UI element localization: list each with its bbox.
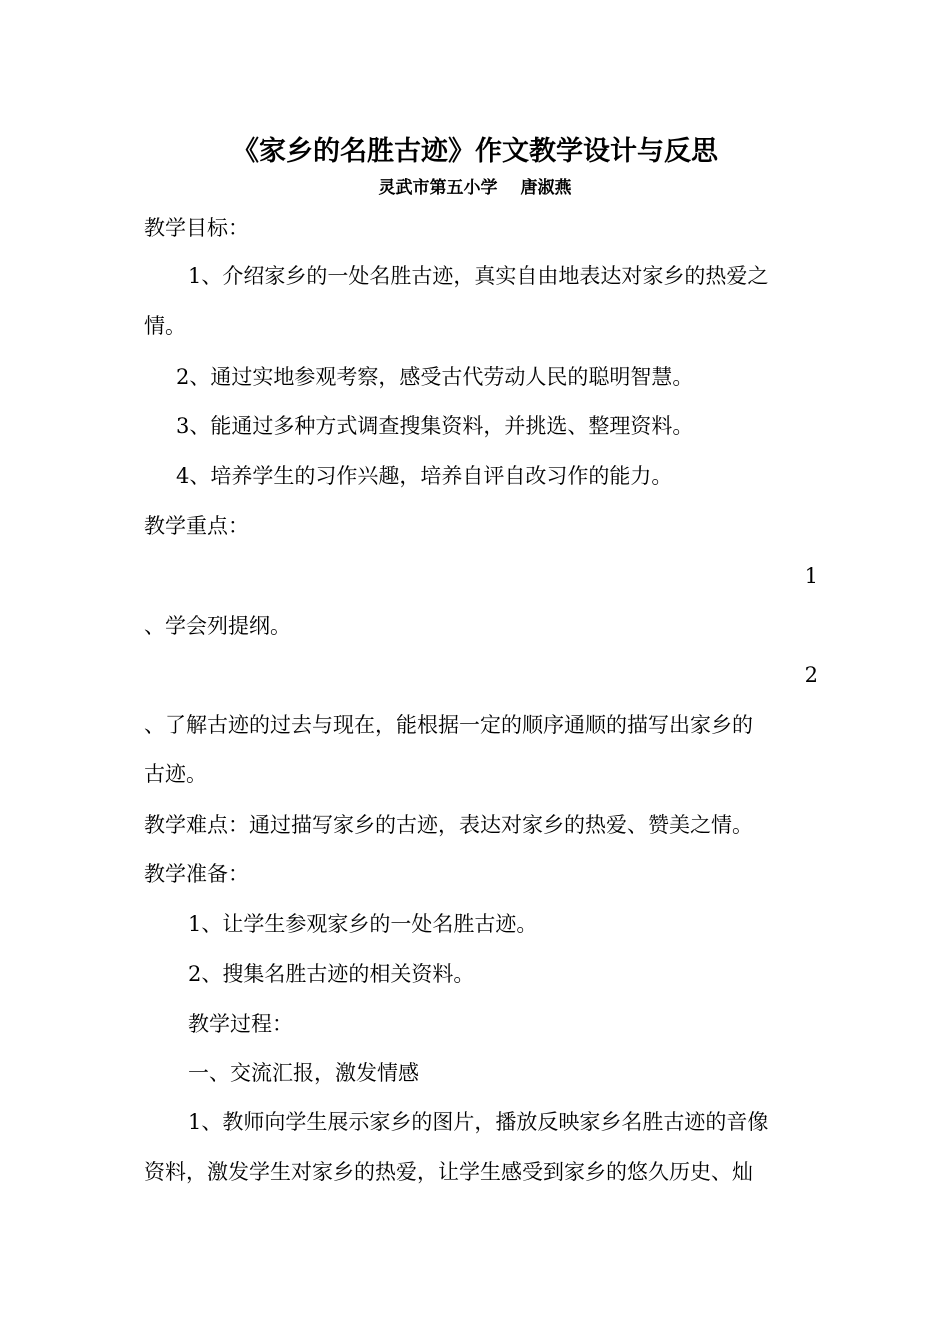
- difficulty-line: 教学难点：通过描写家乡的古迹，表达对家乡的热爱、赞美之情。: [144, 813, 753, 837]
- goal-item-3: 3、能通过多种方式调查搜集资料，并挑选、整理资料。: [176, 414, 694, 438]
- document-title: 《家乡的名胜古迹》作文教学设计与反思: [232, 136, 718, 167]
- process-step-1: 1、教师向学生展示家乡的图片，播放反映家乡名胜古迹的音像: [188, 1110, 769, 1134]
- preparation-item-1: 1、让学生参观家乡的一处名胜古迹。: [188, 912, 538, 936]
- key-point-1-text: 、学会列提纲。: [144, 614, 291, 638]
- preparation-item-2: 2、搜集名胜古迹的相关资料。: [188, 962, 475, 986]
- key-point-2-number: 2: [804, 663, 818, 687]
- key-point-2-text: 、了解古迹的过去与现在，能根据一定的顺序通顺的描写出家乡的: [144, 713, 753, 737]
- goal-item-2: 2、通过实地参观考察，感受古代劳动人民的聪明智慧。: [176, 365, 694, 389]
- key-point-1-number: 1: [804, 564, 818, 588]
- preparation-heading: 教学准备：: [144, 862, 249, 886]
- section-heading-1: 一、交流汇报，激发情感: [188, 1061, 419, 1085]
- key-point-2-text-continued: 古迹。: [144, 762, 207, 786]
- process-heading: 教学过程：: [188, 1012, 293, 1036]
- process-step-1-continued: 资料，激发学生对家乡的热爱，让学生感受到家乡的悠久历史、灿: [144, 1160, 753, 1184]
- goal-item-1-continued: 情。: [144, 314, 186, 338]
- key-points-heading: 教学重点：: [144, 514, 249, 538]
- goals-heading: 教学目标：: [144, 216, 249, 240]
- goal-item-4: 4、培养学生的习作兴趣，培养自评自改习作的能力。: [176, 464, 673, 488]
- author-line: 灵武市第五小学 唐淑燕: [378, 178, 572, 198]
- goal-item-1: 1、介绍家乡的一处名胜古迹，真实自由地表达对家乡的热爱之: [188, 264, 769, 288]
